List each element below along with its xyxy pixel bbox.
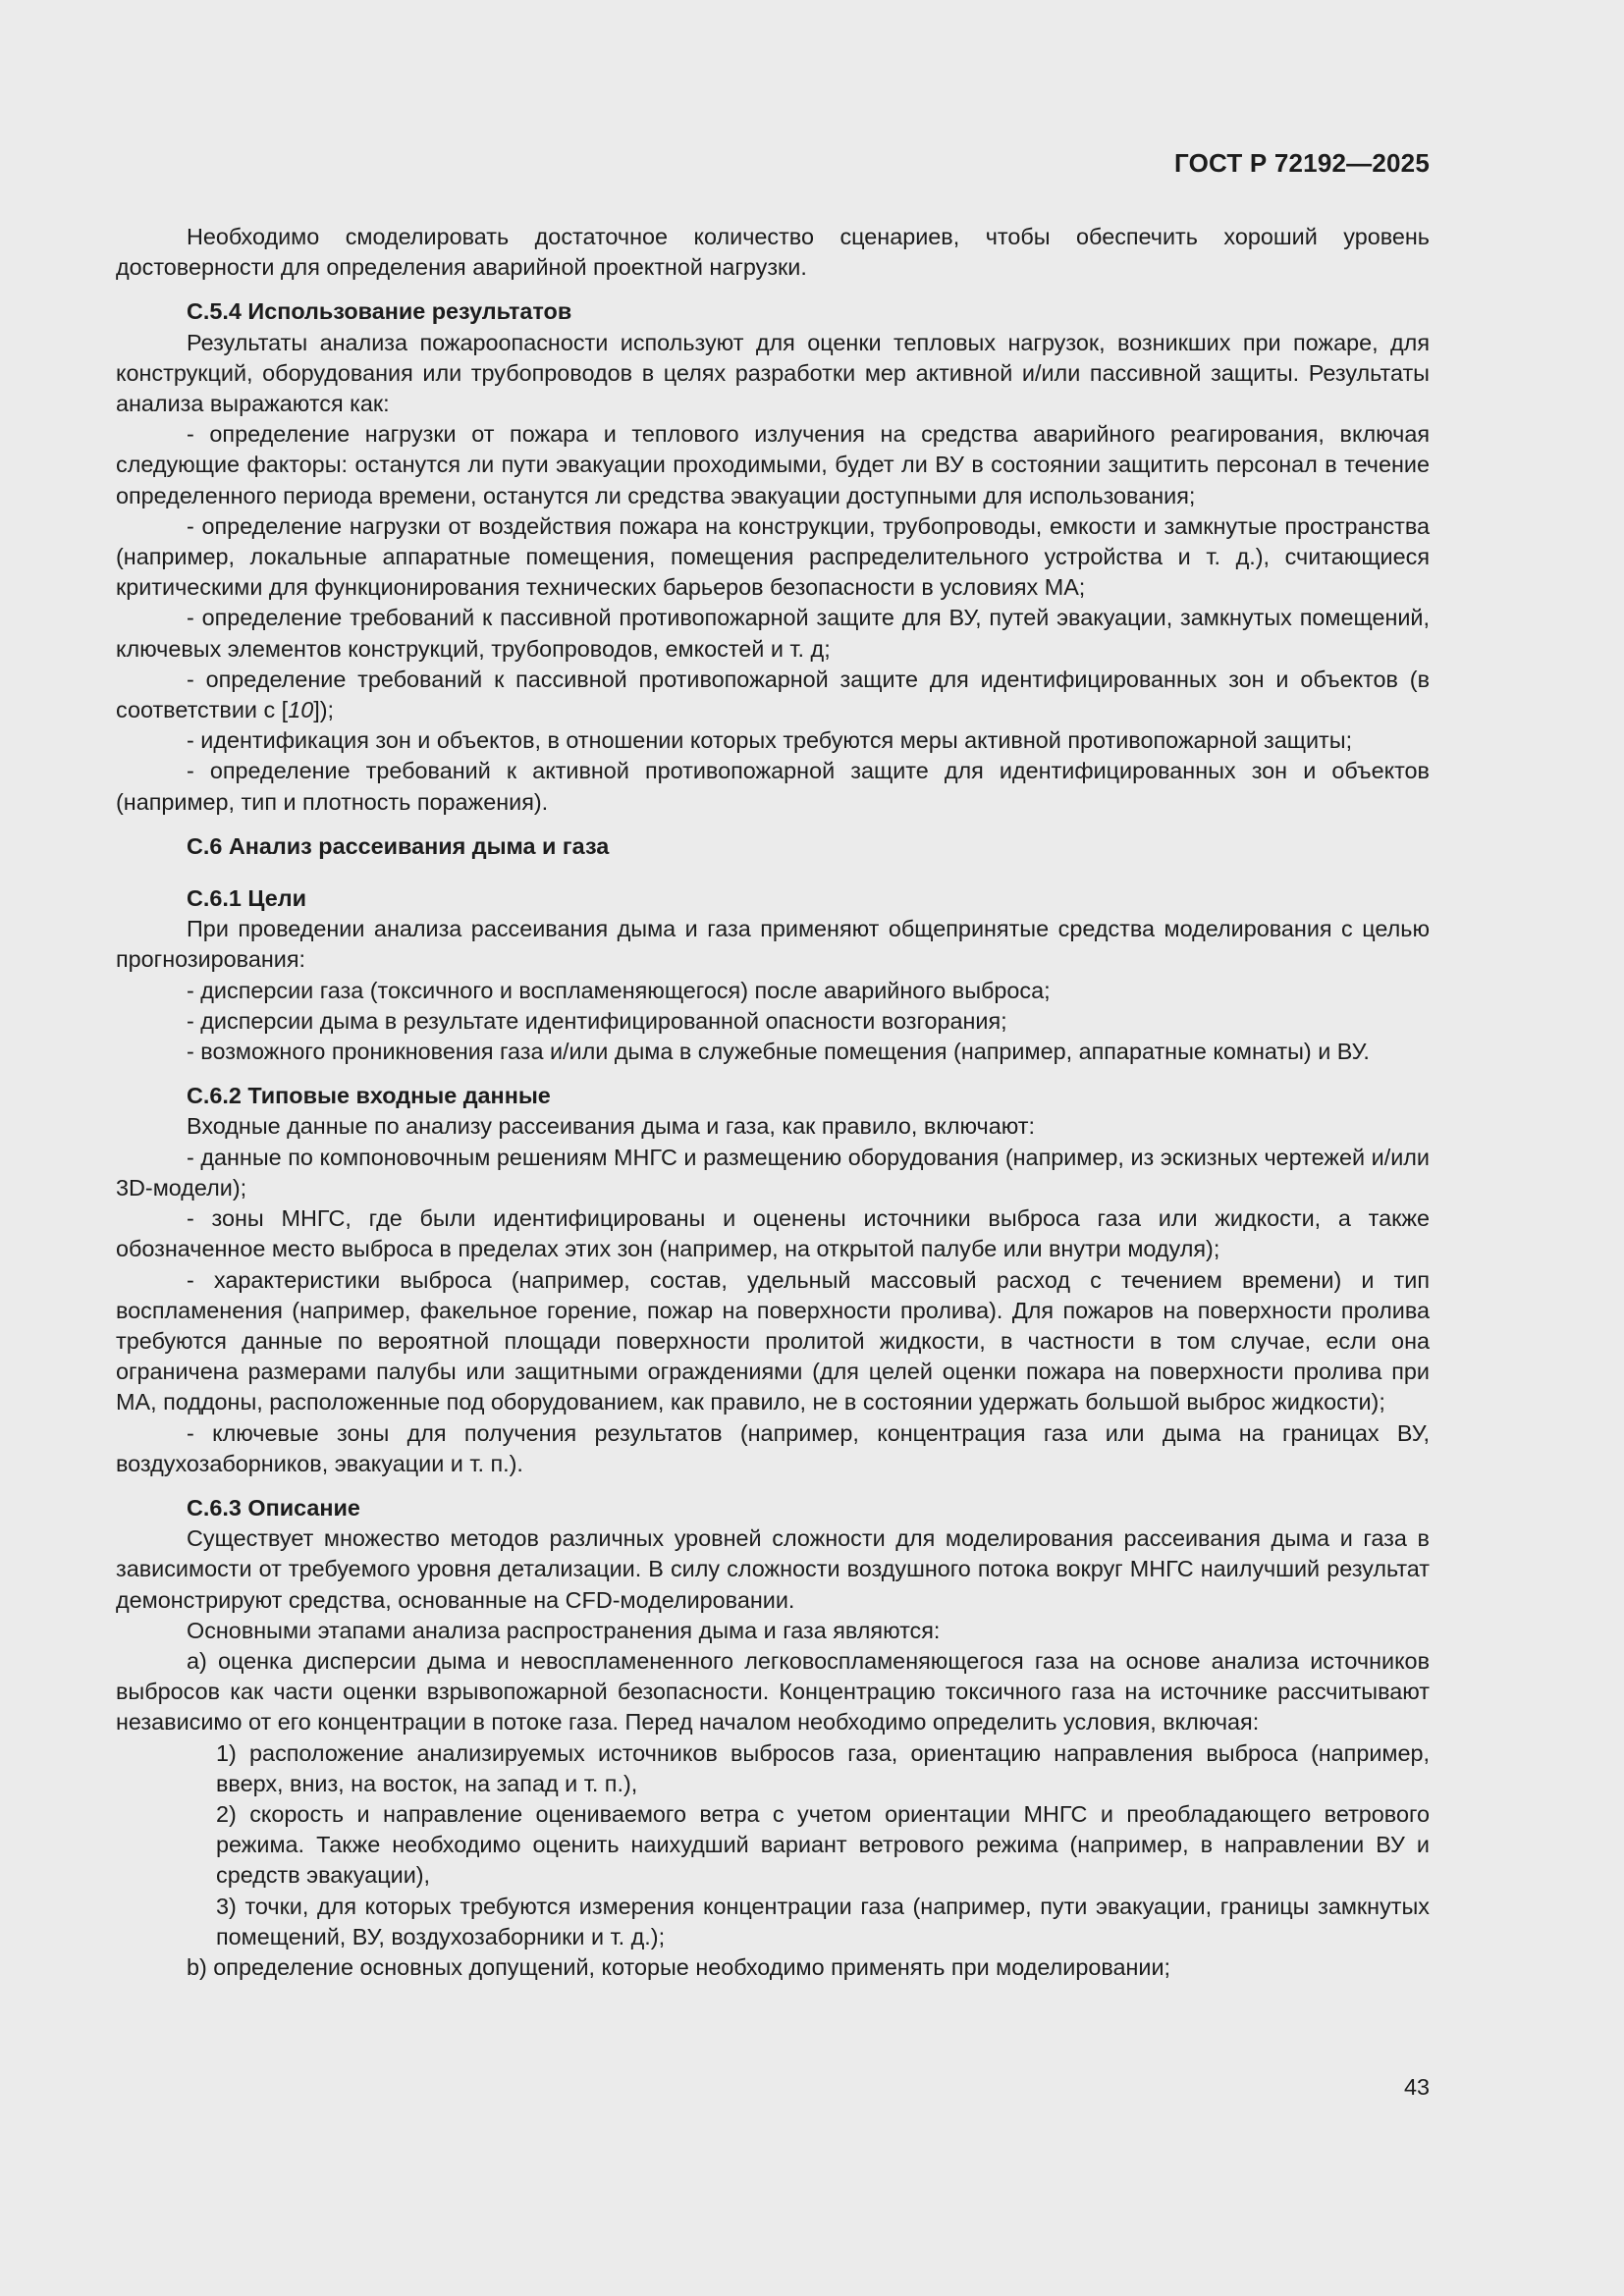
list-item: - определение требований к пассивной противопожарной защите для ВУ, путей эвакуации, замкнутых помещений, ключевых элементов конструкций, трубопроводов, емкостей и т. д;: [116, 605, 1430, 662]
list-item: - дисперсии газа (токсичного и воспламеняющегося) после аварийного выброса;: [187, 977, 1051, 1003]
document-header: ГОСТ Р 72192—2025: [1174, 148, 1430, 178]
list-item-text: ]);: [313, 697, 335, 723]
list-item: [116, 665, 1430, 725]
list-item-text: - определение требований к пассивной противопожарной защите для идентифицированных зон и объектов (в соответствии с [: [116, 666, 1430, 723]
paragraph: При проведении анализа рассеивания дыма и газа применяют общепринятые средства моделирования с целью прогнозирования:: [116, 916, 1430, 973]
section-c-6-1-title: С.6.1 Цели: [187, 885, 307, 912]
list-item: - ключевые зоны для получения результатов (например, концентрация газа или дыма на границах ВУ, воздухозаборников, эвакуации и т. п.).: [116, 1419, 1430, 1476]
list-item: - идентификация зон и объектов, в отношении которых требуются меры активной противопожарной защиты;: [187, 727, 1353, 754]
paragraph: Входные данные по анализу рассеивания дыма и газа, как правило, включают:: [187, 1113, 1035, 1140]
list-item-a: а) оценка дисперсии дыма и невоспламененного легковоспламеняющегося газа на основе анализа источников выбросов как части оценки взрывопожарной безопасности. Концентрацию токсичного газа на источнике рассчитывают независимо от его концентрации в потоке газа. Перед началом необходимо определить условия, включая:: [116, 1647, 1430, 1735]
list-item: - определение требований к активной противопожарной защите для идентифицированных зон и объектов (например, тип и плотность поражения).: [116, 758, 1430, 815]
list-item: - характеристики выброса (например, состав, удельный массовый расход с течением времени) и тип воспламенения (например, факельное горение, пожар на поверхности пролива). Для пожаров на поверхности пролива требуются данные по вероятной площади поверхности пролитой жидкости, в частности в том случае, если она ограничена размерами палубы или защитными ограждениями (для целей оценки пожара на поверхности пролива при МА, поддоны, расположенные под оборудованием, как правило, не в состоянии удержать большой выброс жидкости);: [116, 1266, 1430, 1415]
list-item: - данные по компоновочным решениям МНГС и размещению оборудования (например, из эскизных чертежей и/или 3D-модели);: [116, 1144, 1430, 1201]
list-item: - зоны МНГС, где были идентифицированы и оценены источники выброса газа или жидкости, а также обозначенное место выброса в пределах этих зон (например, на открытой палубе или внутри модуля);: [116, 1205, 1430, 1262]
sub-list-item: 2) скорость и направление оцениваемого ветра с учетом ориентации МНГС и преобладающего ветрового режима. Также необходимо оценить наихудший вариант ветрового режима (например, в направлении ВУ и средств эвакуации),: [216, 1800, 1430, 1889]
section-c-6-3-title: С.6.3 Описание: [187, 1494, 360, 1521]
section-c-6-title: С.6 Анализ рассеивания дыма и газа: [187, 832, 610, 859]
list-item: - возможного проникновения газа и/или дыма в служебные помещения (например, аппаратные комнаты) и ВУ.: [187, 1039, 1370, 1065]
reference-link[interactable]: 10: [288, 697, 314, 723]
paragraph: Основными этапами анализа распространения дыма и газа являются:: [187, 1617, 941, 1643]
page-content: [116, 222, 1430, 1983]
sub-list-item: 1) расположение анализируемых источников выбросов газа, ориентацию направления выброса (например, вверх, вниз, на восток, на запад и т. п.),: [216, 1739, 1430, 1796]
list-item-b: b) определение основных допущений, которые необходимо применять при моделировании;: [187, 1953, 1171, 1980]
intro-paragraph: Необходимо смоделировать достаточное количество сценариев, чтобы обеспечить хороший уровень достоверности для определения аварийной проектной нагрузки.: [116, 224, 1430, 281]
section-c-6-2-title: С.6.2 Типовые входные данные: [187, 1083, 551, 1109]
section-c-5-4-title: С.5.4 Использование результатов: [187, 298, 572, 325]
paragraph: Существует множество методов различных уровней сложности для моделирования рассеивания дыма и газа в зависимости от требуемого уровня детализации. В силу сложности воздушного потока вокруг МНГС наилучший результат демонстрируют средства, основанные на CFD-моделировании.: [116, 1525, 1430, 1613]
paragraph: Результаты анализа пожароопасности используют для оценки тепловых нагрузок, возникших при пожаре, для конструкций, оборудования или трубопроводов в целях разработки мер активной и/или пассивной защиты. Результаты анализа выражаются как:: [116, 329, 1430, 417]
sub-list-item: 3) точки, для которых требуются измерения концентрации газа (например, пути эвакуации, границы замкнутых помещений, ВУ, воздухозаборники и т. д.);: [216, 1893, 1430, 1949]
page-number: 43: [1403, 2074, 1430, 2100]
list-item: - определение нагрузки от пожара и теплового излучения на средства аварийного реагирования, включая следующие факторы: останутся ли пути эвакуации проходимыми, будет ли ВУ в состоянии защитить персонал в течение определенного периода времени, останутся ли средства эвакуации доступными для использования;: [116, 421, 1430, 508]
list-item: - дисперсии дыма в результате идентифицированной опасности возгорания;: [187, 1007, 1007, 1034]
list-item: - определение нагрузки от воздействия пожара на конструкции, трубопроводы, емкости и замкнутые пространства (например, локальные аппаратные помещения, помещения распределительного устройства и т. д.), считающиеся критическими для функционирования технических барьеров безопасности в условиях МА;: [116, 512, 1430, 601]
